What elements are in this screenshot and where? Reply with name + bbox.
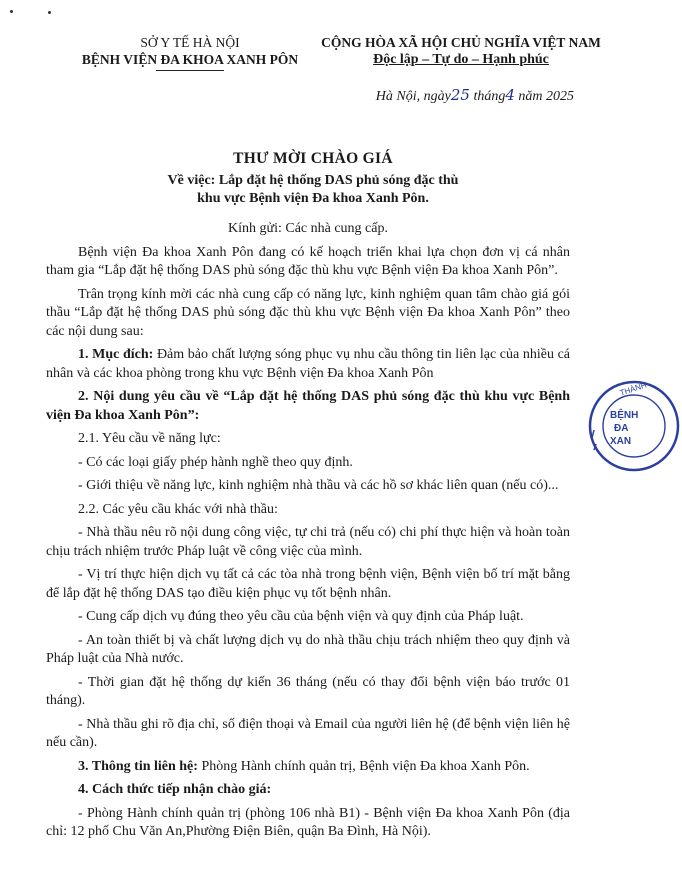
section-2-heading	[46, 388, 570, 425]
subject-line-2: khu vực Bệnh viện Đa khoa Xanh Pôn.	[197, 191, 429, 206]
list-item: - Cung cấp dịch vụ đúng theo yêu cầu của bệnh viện và quy định của Pháp luật.	[78, 609, 524, 624]
section-2-1-heading: 2.1. Yêu cầu về năng lực:	[78, 431, 221, 446]
scan-marks	[8, 8, 68, 16]
section-4-heading	[46, 781, 570, 800]
national-motto: Độc lập – Tự do – Hạnh phúc	[373, 52, 549, 67]
hospital-name: BỆNH VIỆN ĐA KHOA XANH PÔN	[81, 52, 299, 67]
date-month-label: tháng	[473, 89, 506, 104]
seal-inner-ring	[603, 395, 665, 457]
header-underline	[156, 70, 224, 71]
document-body	[46, 220, 570, 847]
list-item: - Thời gian đặt hệ thống dự kiến 36 tháng (nếu có thay đổi bệnh viện báo trước 01 tháng).	[46, 674, 570, 708]
document-date	[376, 86, 574, 105]
greeting: Kính gửi: Các nhà cung cấp.	[228, 221, 388, 236]
seal-center-line-1: BỆNH	[610, 410, 639, 421]
section-1-heading: 1. Mục đích:	[78, 347, 154, 362]
ministry-name: SỞ Y TẾ HÀ NỘI	[140, 35, 240, 50]
section-2-heading-text: 2. Nội dung yêu cầu về “Lắp đặt hệ thống DAS phủ sóng đặc thù khu vực Bệnh viện Đa khoa Xanh Pôn”:	[46, 389, 570, 423]
date-year: năm 2025	[518, 89, 574, 104]
list-item: - Có các loại giấy phép hành nghề theo quy định.	[78, 454, 353, 470]
date-day: 25	[450, 86, 470, 104]
section-3	[46, 758, 570, 777]
list-item: - Vị trí thực hiện dịch vụ tất cả các tòa nhà trong bệnh viện, Bệnh viện bố trí mặt bằng để lắp đặt hệ thống DAS tạo điều kiện phục vụ tốt bệnh nhân.	[46, 567, 570, 601]
document-title: THƯ MỜI CHÀO GIÁ	[233, 150, 393, 167]
document-subject	[0, 172, 626, 208]
seal-ring-text: THÀNH	[618, 380, 648, 398]
hospital-seal	[586, 378, 682, 474]
scan-dot	[10, 10, 13, 13]
invitation-paragraph: Trân trọng kính mời các nhà cung cấp có năng lực, kinh nghiệm quan tâm chào giá gói thầu “Lắp đặt hệ thống DAS phủ sóng đặc thù khu vực Bệnh viện Đa khoa Xanh Pôn” theo các nội dung sau:	[46, 286, 570, 339]
list-item: - Giới thiệu về năng lực, kinh nghiệm nhà thầu và các hồ sơ khác liên quan (nếu có)...	[78, 478, 559, 493]
seal-center-line-3: XAN	[610, 436, 632, 447]
agency-header	[70, 34, 310, 71]
section-3-heading: 3. Thông tin liên hệ:	[78, 758, 198, 774]
intro-paragraph: Bệnh viện Đa khoa Xanh Pôn đang có kế hoạch triển khai lựa chọn đơn vị cá nhân tham gia “Lắp đặt hệ thống DAS phủ sóng đặc thù khu vực Bệnh viện Đa khoa Xanh Pôn”.	[46, 244, 570, 278]
date-month: 4	[505, 86, 515, 104]
date-prefix: Hà Nội, ngày	[375, 89, 451, 104]
national-header	[318, 34, 604, 68]
subject-line-1: Về việc: Lắp đặt hệ thống DAS phủ sóng đặc thù	[167, 173, 459, 188]
section-3-text: Phòng Hành chính quản trị, Bệnh viện Đa khoa Xanh Pôn.	[197, 758, 530, 774]
list-item: - Nhà thầu nêu rõ nội dung công việc, tự chi trả (nếu có) chi phí thực hiện và hoàn toàn chịu trách nhiệm trước Pháp luật về công việc của mình.	[46, 525, 570, 559]
section-4-heading-text: 4. Cách thức tiếp nhận chào giá:	[78, 782, 272, 797]
section-2-2-heading: 2.2. Các yêu cầu khác với nhà thầu:	[78, 501, 278, 517]
list-item: - Nhà thầu ghi rõ địa chỉ, số điện thoại và Email của người liên hệ (để bệnh viện liên hệ nếu cần).	[46, 716, 570, 750]
section-1-text: Đảm bảo chất lượng sóng phục vụ nhu cầu thông tin liên lạc của nhiều cá nhân và các khoa phòng trong khu vực Bệnh viện Đa khoa Xanh Pôn	[46, 347, 570, 381]
scan-dot	[48, 11, 51, 14]
section-1	[46, 346, 570, 383]
national-title: CỘNG HÒA XÃ HỘI CHỦ NGHĨA VIỆT NAM	[321, 35, 601, 50]
seal-center-line-2: ĐA	[614, 423, 629, 434]
section-4-text: - Phòng Hành chính quản trị (phòng 106 nhà B1) - Bệnh viện Đa khoa Xanh Pôn (địa chỉ: 12 phố Chu Văn An,Phường Điện Biên, quận Ba Đình, Hà Nội).	[46, 805, 570, 839]
list-item: - An toàn thiết bị và chất lượng dịch vụ do nhà thầu chịu trách nhiệm theo quy định và Pháp luật của Nhà nước.	[46, 632, 570, 666]
